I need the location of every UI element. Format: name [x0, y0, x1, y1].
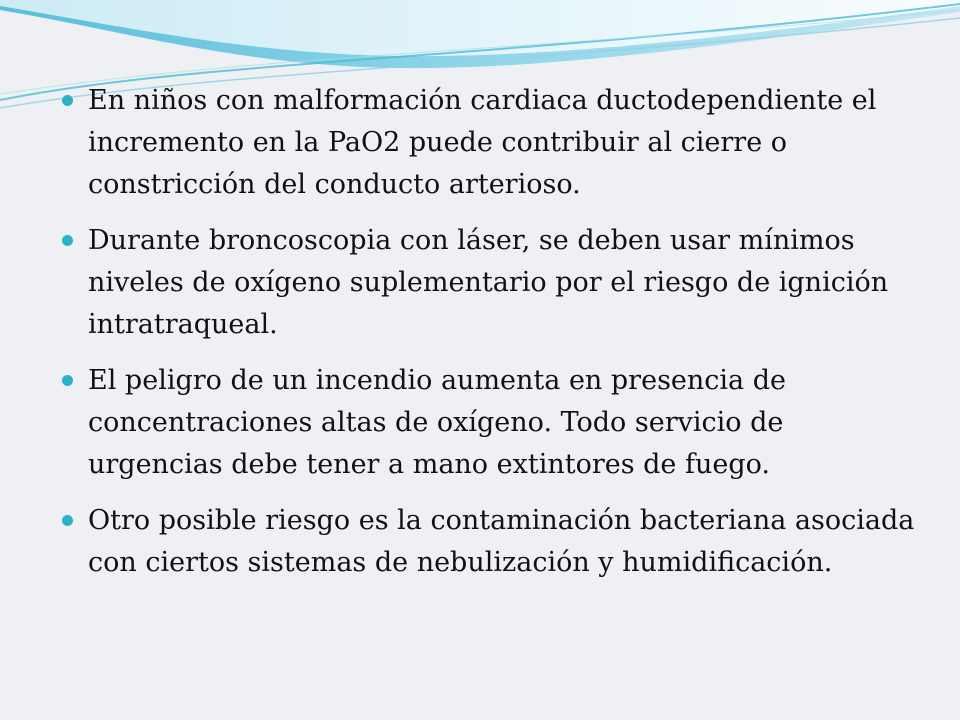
bullet-text: El peligro de un incendio aumenta en presencia de concentraciones altas de oxígeno. Todo servicio de urgencias debe tener a mano extintores de fuego.	[88, 365, 786, 480]
bullet-text: Durante broncoscopia con láser, se deben usar mínimos niveles de oxígeno suplementario por el riesgo de ignición intratraqueal.	[88, 225, 889, 340]
bullet-text: En niños con malformación cardiaca ductodependiente el incremento en la PaO2 puede contribuir al cierre o constricción del conducto arterioso.	[88, 85, 877, 200]
bullet-item	[62, 220, 922, 346]
bullet-dot-icon	[62, 235, 73, 246]
bullet-list	[62, 80, 922, 598]
bullet-item	[62, 500, 922, 584]
bullet-text: Otro posible riesgo es la contaminación bacteriana asociada con ciertos sistemas de nebulización y humidificación.	[88, 505, 915, 578]
bullet-dot-icon	[62, 375, 73, 386]
bullet-item	[62, 80, 922, 206]
bullet-dot-icon	[62, 95, 73, 106]
bullet-dot-icon	[62, 515, 73, 526]
bullet-item	[62, 360, 922, 486]
